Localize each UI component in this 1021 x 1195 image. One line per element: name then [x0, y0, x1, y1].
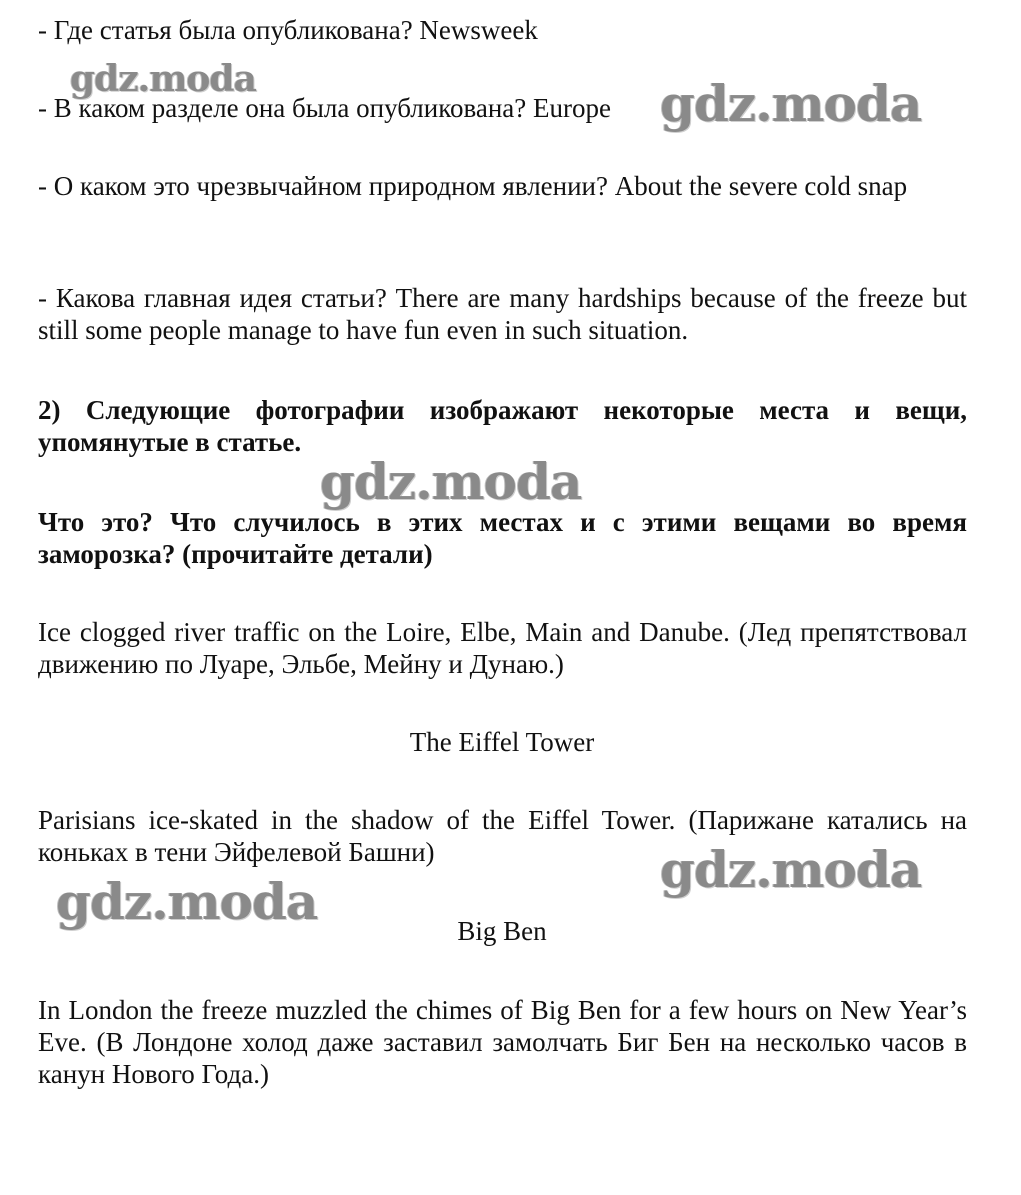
- qa-phenomenon: - О каком это чрезвычайном природном явлении? About the severe cold snap: [38, 171, 908, 201]
- qa-section: [38, 92, 967, 124]
- watermark-logo: gdz.moda: [320, 452, 582, 511]
- bigben-paragraph: In London the freeze muzzled the chimes of Big Ben for a few hours on New Year’s Eve. (В Лондоне холод даже заставил замолчать Биг Бен на несколько часов в канун Нового Года.): [38, 995, 967, 1089]
- eiffel-caption: The Eiffel Tower: [409, 727, 595, 757]
- section-2-question: Что это? Что случилось в этих местах и с этими вещами во время заморозка? (прочитайте детали): [38, 507, 967, 569]
- eiffel-paragraph: Parisians ice-skated in the shadow of the Eiffel Tower. (Парижане катались на коньках в тени Эйфелевой Башни): [38, 805, 967, 867]
- qa-main-idea: - Какова главная идея статьи? There are many hardships because of the freeze but still some people manage to have fun even in such situation.: [38, 283, 967, 345]
- section-2-heading: 2) Следующие фотографии изображают некоторые места и вещи, упомянутые в статье.: [38, 395, 967, 457]
- watermark-logo: gdz.moda: [70, 58, 256, 100]
- watermark-logo: gdz.moda: [56, 872, 318, 931]
- rivers-paragraph: Ice clogged river traffic on the Loire, Elbe, Main and Danube. (Лед препятствовал движению по Луаре, Эльбе, Мейну и Дунаю.): [38, 617, 967, 679]
- qa-section-text: - В каком разделе она была опубликована? Europe: [38, 93, 611, 123]
- qa-publication: - Где статья была опубликована? Newsweek: [38, 15, 538, 45]
- watermark-logo: gdz.moda: [660, 74, 922, 133]
- watermark-logo: gdz.moda: [660, 840, 922, 899]
- bigben-caption: Big Ben: [457, 916, 547, 946]
